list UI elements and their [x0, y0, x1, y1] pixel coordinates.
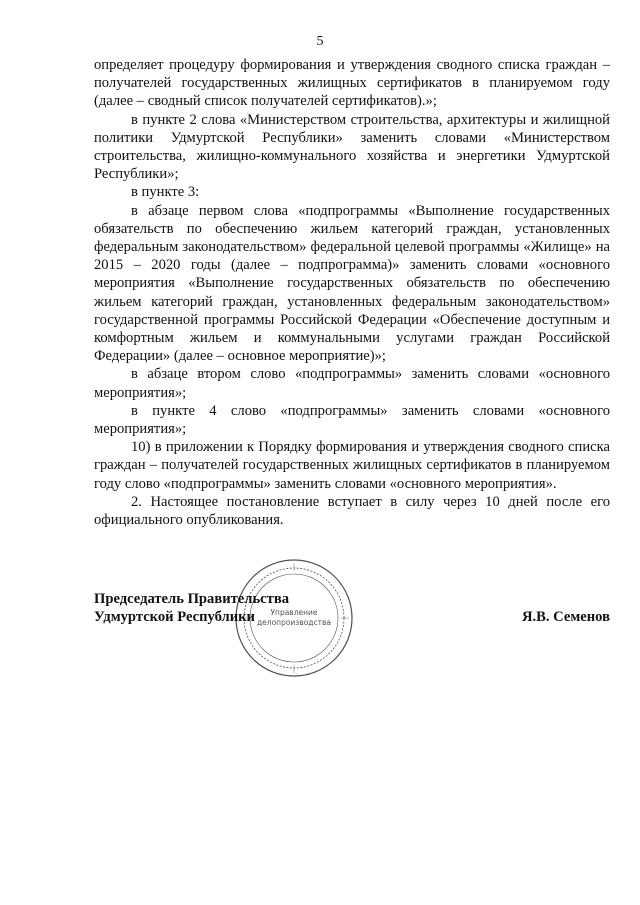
paragraph: определяет процедуру формирования и утверждения сводного списка граждан – получателей государственных жилищных сертификатов в планируемом году (далее – сводный список получателей сертификатов).»;: [94, 57, 610, 110]
signatory-title-line1: Председатель Правительства: [94, 591, 290, 607]
paragraph: в пункте 2 слова «Министерством строительства, архитектуры и жилищной политики Удмуртской Республики» заменить словами «Министерством строительства, жилищно-коммунального хозяйства и энергетики Удмуртской Республики»;: [94, 111, 610, 183]
page-number: 5: [316, 34, 324, 49]
paragraph: 10) в приложении к Порядку формирования и утверждения сводного списка граждан – получателей государственных жилищных сертификатов в планируемом году слово «подпрограммы» заменить словами «основного мероприятия».: [94, 439, 610, 492]
signatory-title-line2: Удмуртской Республики: [94, 609, 255, 625]
paragraph: в пункте 4 слово «подпрограммы» заменить словами «основного мероприятия»;: [94, 402, 610, 438]
paragraph: в абзаце втором слово «подпрограммы» заменить словами «основного мероприятия»;: [94, 366, 610, 401]
paragraph: в абзаце первом слова «подпрограммы «Выполнение государственных обязательств по обеспечению жильем категорий граждан, установленных федеральным законодательством» федеральной целевой программы «Жилище» на 2015 – 2020 годы (далее – подпрограмма)» заменить словами «основного мероприятия «Выполнение государственных обязательств по обеспечению жильем категорий граждан, установленных федеральным законодательством» государственной программы Российской Федерации «Обеспечение доступным и комфортным жильем и коммунальными услугами граждан Российской Федерации» (далее – основное мероприятие)»;: [94, 202, 610, 365]
paragraph: в пункте 3:: [131, 184, 200, 201]
signature-block: [94, 590, 610, 626]
paragraph: 2. Настоящее постановление вступает в силу через 10 дней после его официального опубликования.: [94, 493, 610, 529]
document-body: [94, 56, 610, 529]
stamp-center-line1: Управление: [270, 608, 318, 617]
stamp-center-line2: делопроизводства: [256, 618, 332, 627]
signatory-name: Я.В. Семенов: [521, 609, 610, 625]
